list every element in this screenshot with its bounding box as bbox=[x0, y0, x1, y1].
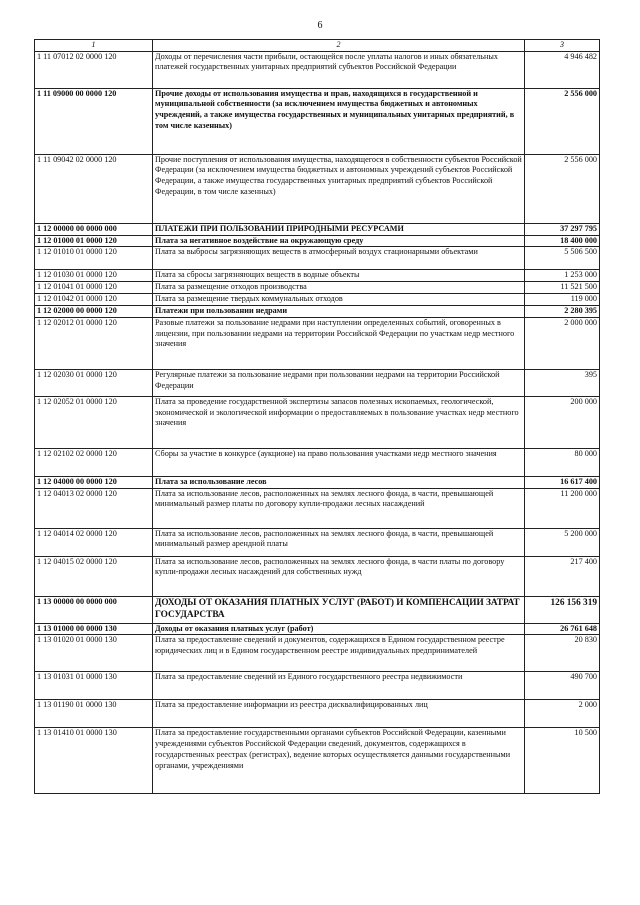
row-amount: 2 556 000 bbox=[525, 88, 600, 154]
row-code: 1 13 01410 01 0000 130 bbox=[35, 728, 153, 794]
row-amount: 11 521 500 bbox=[525, 282, 600, 294]
table-row bbox=[35, 635, 600, 672]
table-row bbox=[35, 528, 600, 556]
row-name: Плата за размещение твердых коммунальных отходов bbox=[153, 294, 525, 306]
row-amount: 119 000 bbox=[525, 294, 600, 306]
table-row bbox=[35, 51, 600, 88]
row-name: Сборы за участие в конкурсе (аукционе) на право пользования участками недр местного значения bbox=[153, 448, 525, 476]
row-code: 1 13 01190 01 0000 130 bbox=[35, 700, 153, 728]
table-row bbox=[35, 396, 600, 448]
column-header-3: 3 bbox=[525, 40, 600, 52]
table-row bbox=[35, 305, 600, 317]
row-code: 1 13 00000 00 0000 000 bbox=[35, 596, 153, 623]
column-header-1: 1 bbox=[35, 40, 153, 52]
table-row bbox=[35, 282, 600, 294]
row-amount: 126 156 319 bbox=[525, 596, 600, 623]
row-code: 1 13 01000 00 0000 130 bbox=[35, 623, 153, 635]
row-amount: 10 500 bbox=[525, 728, 600, 794]
row-name: Плата за использование лесов bbox=[153, 476, 525, 488]
table-row bbox=[35, 154, 600, 223]
row-code: 1 12 01030 01 0000 120 bbox=[35, 270, 153, 282]
row-amount: 395 bbox=[525, 369, 600, 396]
row-amount: 16 617 400 bbox=[525, 476, 600, 488]
row-code: 1 12 04000 00 0000 120 bbox=[35, 476, 153, 488]
row-name: Плата за предоставление сведений и документов, содержащихся в Едином государственном реестре юридических лиц и в Едином государственном реестре индивидуальных предпринимателей bbox=[153, 635, 525, 672]
table-row bbox=[35, 700, 600, 728]
row-code: 1 11 09000 00 0000 120 bbox=[35, 88, 153, 154]
row-amount: 200 000 bbox=[525, 396, 600, 448]
table-row bbox=[35, 556, 600, 596]
row-amount: 26 761 648 bbox=[525, 623, 600, 635]
row-name: ПЛАТЕЖИ ПРИ ПОЛЬЗОВАНИИ ПРИРОДНЫМИ РЕСУРСАМИ bbox=[153, 223, 525, 235]
row-name: Плата за предоставление информации из реестра дисквалифицированных лиц bbox=[153, 700, 525, 728]
row-code: 1 12 01041 01 0000 120 bbox=[35, 282, 153, 294]
row-amount: 5 200 000 bbox=[525, 528, 600, 556]
row-amount: 11 200 000 bbox=[525, 488, 600, 528]
row-code: 1 12 02000 00 0000 120 bbox=[35, 305, 153, 317]
row-code: 1 12 02030 01 0000 120 bbox=[35, 369, 153, 396]
table-row bbox=[35, 448, 600, 476]
row-amount: 217 400 bbox=[525, 556, 600, 596]
row-code: 1 12 00000 00 0000 000 bbox=[35, 223, 153, 235]
table-row bbox=[35, 270, 600, 282]
table-row bbox=[35, 88, 600, 154]
row-code: 1 12 02012 01 0000 120 bbox=[35, 317, 153, 369]
row-code: 1 12 04014 02 0000 120 bbox=[35, 528, 153, 556]
table-row bbox=[35, 728, 600, 794]
row-amount: 2 556 000 bbox=[525, 154, 600, 223]
table-row bbox=[35, 369, 600, 396]
row-name: ДОХОДЫ ОТ ОКАЗАНИЯ ПЛАТНЫХ УСЛУГ (РАБОТ) И КОМПЕНСАЦИИ ЗАТРАТ ГОСУДАРСТВА bbox=[153, 596, 525, 623]
row-name: Плата за сбросы загрязняющих веществ в водные объекты bbox=[153, 270, 525, 282]
row-name: Доходы от оказания платных услуг (работ) bbox=[153, 623, 525, 635]
table-row bbox=[35, 294, 600, 306]
row-amount: 2 000 000 bbox=[525, 317, 600, 369]
budget-table bbox=[34, 39, 600, 794]
row-name: Плата за использование лесов, расположенных на землях лесного фонда, в части платы по договору купли-продажи лесных насаждений для собственных нужд bbox=[153, 556, 525, 596]
row-amount: 2 280 395 bbox=[525, 305, 600, 317]
row-amount: 5 506 500 bbox=[525, 247, 600, 270]
row-name: Доходы от перечисления части прибыли, остающейся после уплаты налогов и иных обязательных платежей государственных унитарных предприятий субъектов Российской Федерации bbox=[153, 51, 525, 88]
table-row bbox=[35, 317, 600, 369]
row-code: 1 13 01020 01 0000 130 bbox=[35, 635, 153, 672]
row-code: 1 12 02052 01 0000 120 bbox=[35, 396, 153, 448]
row-name: Разовые платежи за пользование недрами при наступлении определенных событий, оговоренных в лицензии, при пользовании недрами на территории Российской Федерации по участкам недр местного значения bbox=[153, 317, 525, 369]
page-number: 6 bbox=[317, 20, 323, 31]
table-row bbox=[35, 235, 600, 247]
row-name: Плата за предоставление государственными органами субъектов Российской Федерации, казенными учреждениями субъектов Российской Федерации сведений, документов, содержащихся в государственных реестрах (регистрах), ведение которых осуществляется данными государственными органами, учреждениями bbox=[153, 728, 525, 794]
row-code: 1 12 01042 01 0000 120 bbox=[35, 294, 153, 306]
table-header-row bbox=[35, 40, 600, 52]
table-row bbox=[35, 672, 600, 700]
table-row bbox=[35, 596, 600, 623]
table-row bbox=[35, 476, 600, 488]
row-code: 1 12 04013 02 0000 120 bbox=[35, 488, 153, 528]
row-name: Регулярные платежи за пользование недрами при пользовании недрами на территории Российской Федерации bbox=[153, 369, 525, 396]
row-name: Прочие поступления от использования имущества, находящегося в собственности субъектов Российской Федерации (за исключением имущества бюджетных и автономных учреждений субъектов Российской Федерации, а также имущества государственных унитарных предприятий субъектов Российской Федерации, в том числе казенных) bbox=[153, 154, 525, 223]
table-row bbox=[35, 223, 600, 235]
table-row bbox=[35, 623, 600, 635]
row-amount: 37 297 795 bbox=[525, 223, 600, 235]
row-name: Плата за использование лесов, расположенных на землях лесного фонда, в части, превышающей минимальный размер арендной платы bbox=[153, 528, 525, 556]
row-name: Плата за использование лесов, расположенных на землях лесного фонда, в части, превышающей минимальный размер платы по договору купли-продажи лесных насаждений bbox=[153, 488, 525, 528]
row-amount: 80 000 bbox=[525, 448, 600, 476]
row-code: 1 11 07012 02 0000 120 bbox=[35, 51, 153, 88]
row-name: Плата за проведение государственной экспертизы запасов полезных ископаемых, геологической, экономической и экологической информации о предоставляемых в пользование участках недр местного значения bbox=[153, 396, 525, 448]
row-name: Плата за выбросы загрязняющих веществ в атмосферный воздух стационарными объектами bbox=[153, 247, 525, 270]
row-code: 1 12 02102 02 0000 120 bbox=[35, 448, 153, 476]
table-row bbox=[35, 488, 600, 528]
column-header-2: 2 bbox=[153, 40, 525, 52]
row-name: Прочие доходы от использования имущества и прав, находящихся в государственной и муниципальной собственности (за исключением имущества бюджетных и автономных учреждений, а также имущества государственных и муниципальных унитарных предприятий, в том числе казенных) bbox=[153, 88, 525, 154]
table-body bbox=[35, 51, 600, 794]
row-code: 1 12 01000 01 0000 120 bbox=[35, 235, 153, 247]
row-code: 1 12 01010 01 0000 120 bbox=[35, 247, 153, 270]
row-amount: 20 830 bbox=[525, 635, 600, 672]
row-name: Плата за размещение отходов производства bbox=[153, 282, 525, 294]
table-row bbox=[35, 247, 600, 270]
row-name: Плата за предоставление сведений из Единого государственного реестра недвижимости bbox=[153, 672, 525, 700]
row-code: 1 12 04015 02 0000 120 bbox=[35, 556, 153, 596]
row-amount: 4 946 482 bbox=[525, 51, 600, 88]
row-name: Платежи при пользовании недрами bbox=[153, 305, 525, 317]
row-code: 1 11 09042 02 0000 120 bbox=[35, 154, 153, 223]
row-amount: 1 253 000 bbox=[525, 270, 600, 282]
row-name: Плата за негативное воздействие на окружающую среду bbox=[153, 235, 525, 247]
row-amount: 2 000 bbox=[525, 700, 600, 728]
row-amount: 490 700 bbox=[525, 672, 600, 700]
row-amount: 18 400 000 bbox=[525, 235, 600, 247]
row-code: 1 13 01031 01 0000 130 bbox=[35, 672, 153, 700]
